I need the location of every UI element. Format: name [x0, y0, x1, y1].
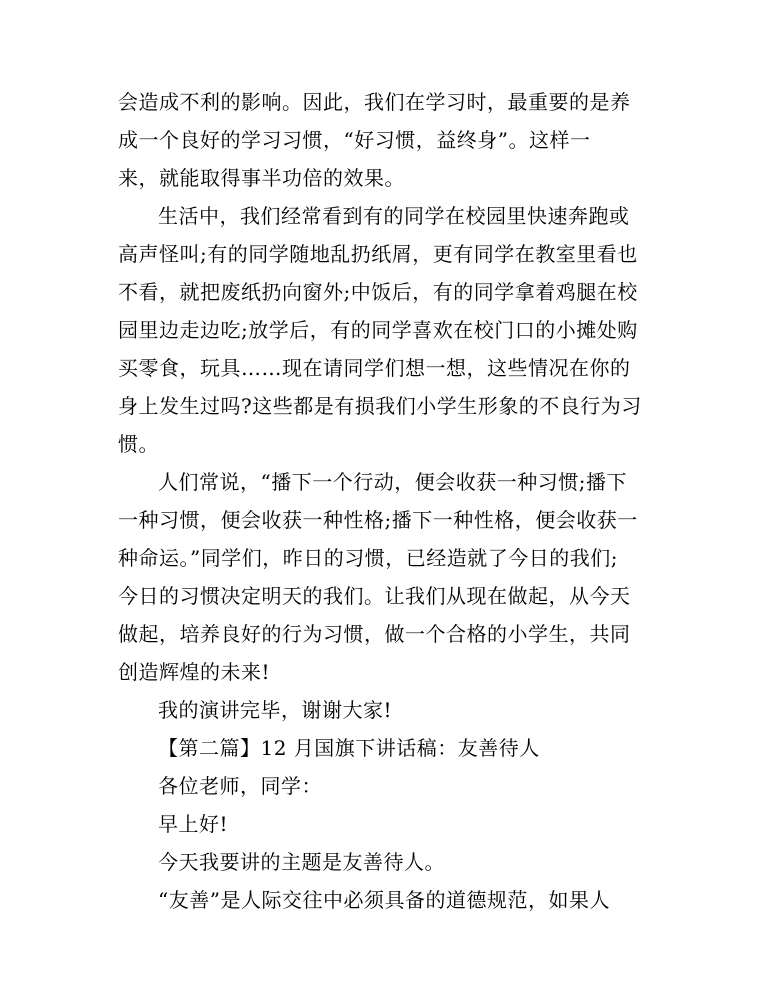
text-line: 创造辉煌的未来!	[118, 660, 271, 684]
text-line: 园里边走边吃;放学后，有的同学喜欢在校门口的小摊处购	[118, 318, 638, 342]
paragraph-start-line: 人们常说，“播下一个行动，便会收获一种习惯;播下	[158, 470, 627, 494]
text-line: 不看，就把废纸扔向窗外;中饭后，有的同学拿着鸡腿在校	[118, 280, 638, 304]
paragraph-start-line: 今天我要讲的主题是友善待人。	[158, 850, 445, 874]
paragraph-start-line: 我的演讲完毕，谢谢大家!	[158, 698, 393, 722]
text-line: 惯。	[118, 432, 159, 456]
text-line: 身上发生过吗?这些都是有损我们小学生形象的不良行为习	[118, 394, 642, 418]
text-line: 高声怪叫;有的同学随地乱扔纸屑，更有同学在教室里看也	[118, 242, 638, 266]
text-line: 买零食，玩具……现在请同学们想一想，这些情况在你的	[118, 356, 631, 380]
text-line: 成一个良好的学习习惯，“好习惯，益终身”。这样一	[118, 128, 591, 152]
text-line: 今日的习惯决定明天的我们。让我们从现在做起，从今天	[118, 584, 631, 608]
paragraph-start-line: “友善”是人际交往中必须具备的道德规范，如果人	[158, 888, 610, 912]
greeting-line: 早上好!	[158, 812, 229, 836]
text-line: 一种习惯，便会收获一种性格;播下一种性格，便会收获一	[118, 508, 638, 532]
salutation-line: 各位老师，同学：	[158, 774, 322, 798]
paragraph-start-line: 生活中，我们经常看到有的同学在校园里快速奔跑或	[158, 204, 630, 228]
text-line: 会造成不利的影响。因此，我们在学习时，最重要的是养	[118, 90, 631, 114]
text-line: 种命运。”同学们，昨日的习惯，已经造就了今日的我们;	[118, 546, 618, 570]
text-line: 来，就能取得事半功倍的效果。	[118, 166, 405, 190]
text-line: 做起，培养良好的行为习惯，做一个合格的小学生，共同	[118, 622, 631, 646]
section-heading: 【第二篇】12 月国旗下讲话稿：友善待人	[158, 736, 540, 760]
